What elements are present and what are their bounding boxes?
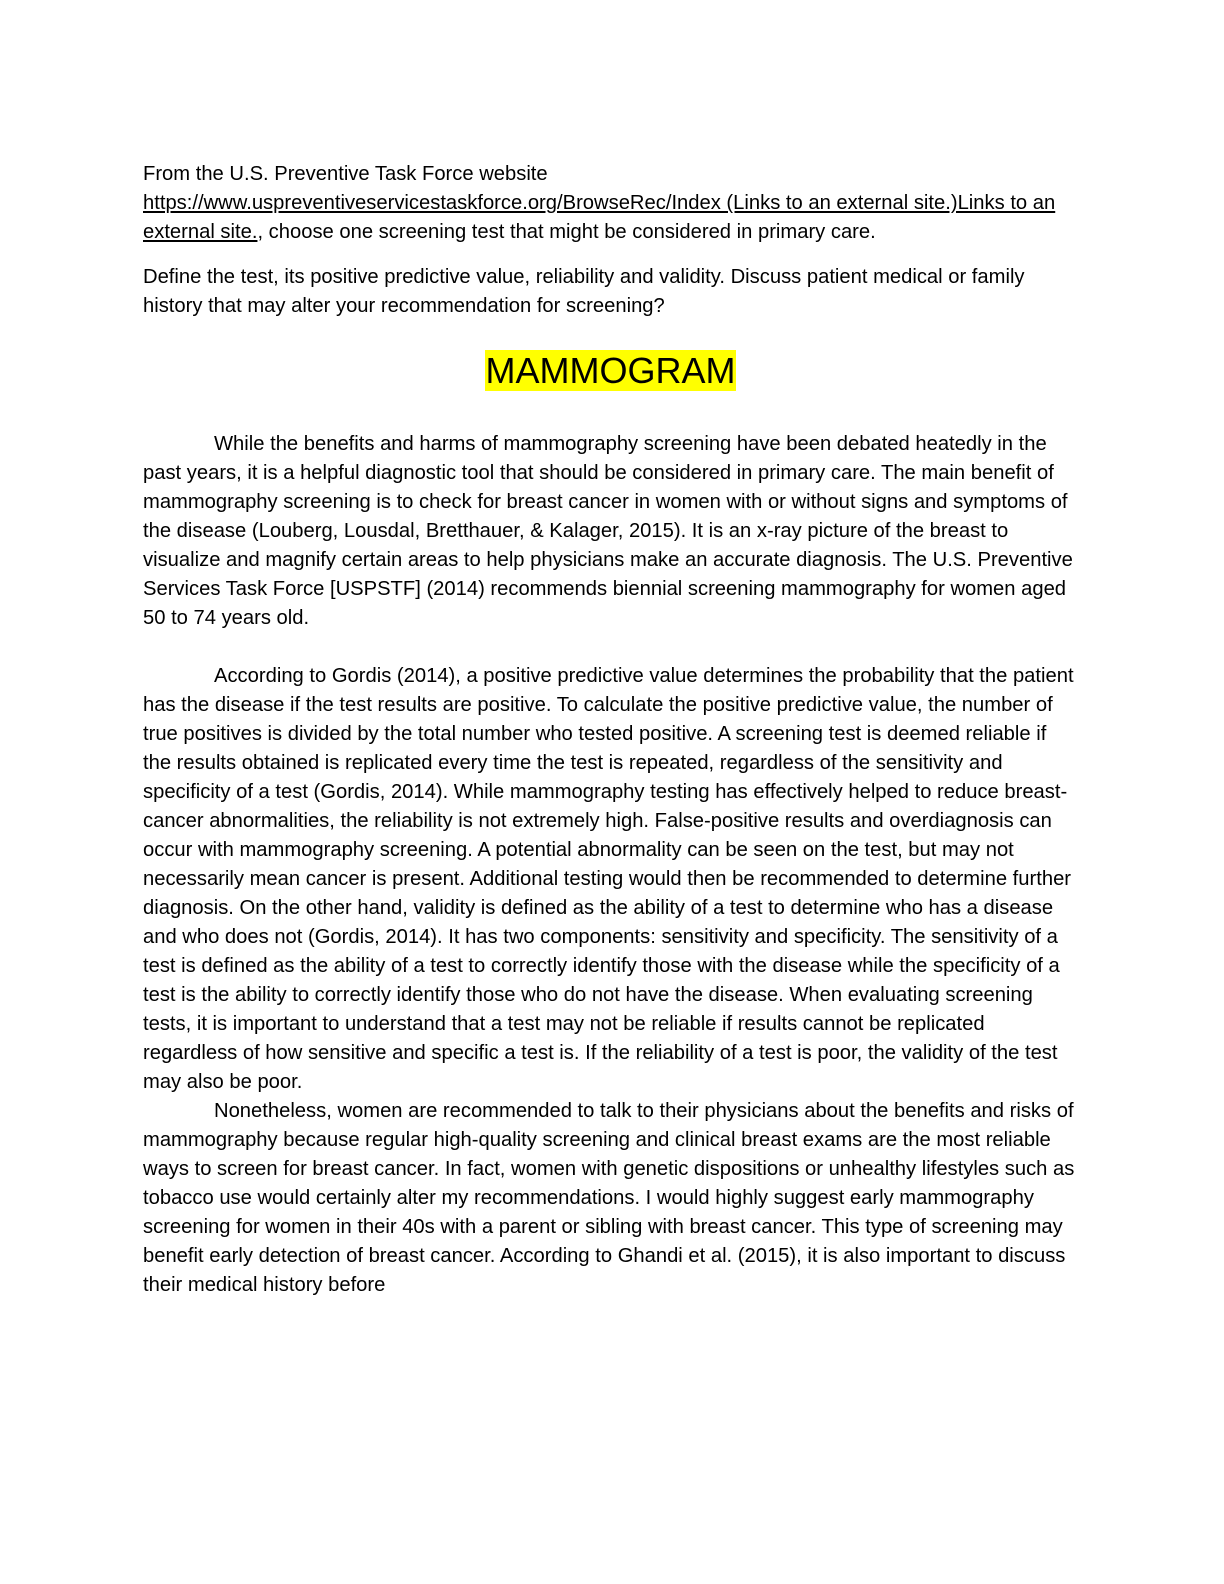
document-page <box>143 160 1078 1300</box>
intro-after-link: , choose one screening test that might be considered in primary care. <box>257 221 876 243</box>
body-paragraph-2: According to Gordis (2014), a positive predictive value determines the probability that the patient has the disease if the test results are positive. To calculate the positive predictive value, the number of true positives is divided by the total number who tested positive. A screening test is deemed reliable if the results obtained is replicated every time the test is repeated, regardless of the sensitivity and specificity of a test (Gordis, 2014). While mammography testing has effectively helped to reduce breast-cancer abnormalities, the reliability is not extremely high. False-positive results and overdiagnosis can occur with mammography screening. A potential abnormality can be seen on the test, but may not necessarily mean cancer is present. Additional testing would then be recommended to determine further diagnosis. On the other hand, validity is defined as the ability of a test to determine who has a disease and who does not (Gordis, 2014). It has two components: sensitivity and specificity. The sensitivity of a test is defined as the ability of a test to correctly identify those with the disease while the specificity of a test is the ability to correctly identify those who do not have the disease. When evaluating screening tests, it is important to understand that a test may not be reliable if results cannot be replicated regardless of how sensitive and specific a test is. If the reliability of a test is poor, the validity of the test may also be poor. <box>143 665 1074 1093</box>
intro-line: From the U.S. Preventive Task Force website <box>143 163 548 185</box>
question-paragraph: Define the test, its positive predictive value, reliability and validity. Discuss patient medical or family history that may alter your recommendation for screening? <box>143 266 1025 317</box>
heading-container <box>143 349 1078 399</box>
body-paragraph-1: While the benefits and harms of mammography screening have been debated heatedly in the past years, it is a helpful diagnostic tool that should be considered in primary care. The main benefit of mammography screening is to check for breast cancer in women with or without signs and symptoms of the disease (Louberg, Lousdal, Bretthauer, & Kalager, 2015). It is an x-ray picture of the breast to visualize and magnify certain areas to help physicians make an accurate diagnosis. The U.S. Preventive Services Task Force [USPSTF] (2014) recommends biennial screening mammography for women aged 50 to 74 years old. <box>143 433 1073 629</box>
document-heading: MAMMOGRAM <box>485 350 736 391</box>
intro-paragraph <box>143 160 1078 247</box>
task-force-link[interactable]: https://www.uspreventiveservicestaskforce.org/BrowseRec/Index (Links to an external site.)Links to an external site. <box>143 192 1056 243</box>
body-paragraph-3: Nonetheless, women are recommended to talk to their physicians about the benefits and risks of mammography because regular high-quality screening and clinical breast exams are the most reliable ways to screen for breast cancer. In fact, women with genetic dispositions or unhealthy lifestyles such as tobacco use would certainly alter my recommendations. I would highly suggest early mammography screening for women in their 40s with a parent or sibling with breast cancer. This type of screening may benefit early detection of breast cancer. According to Ghandi et al. (2015), it is also important to discuss their medical history before <box>143 1100 1075 1296</box>
